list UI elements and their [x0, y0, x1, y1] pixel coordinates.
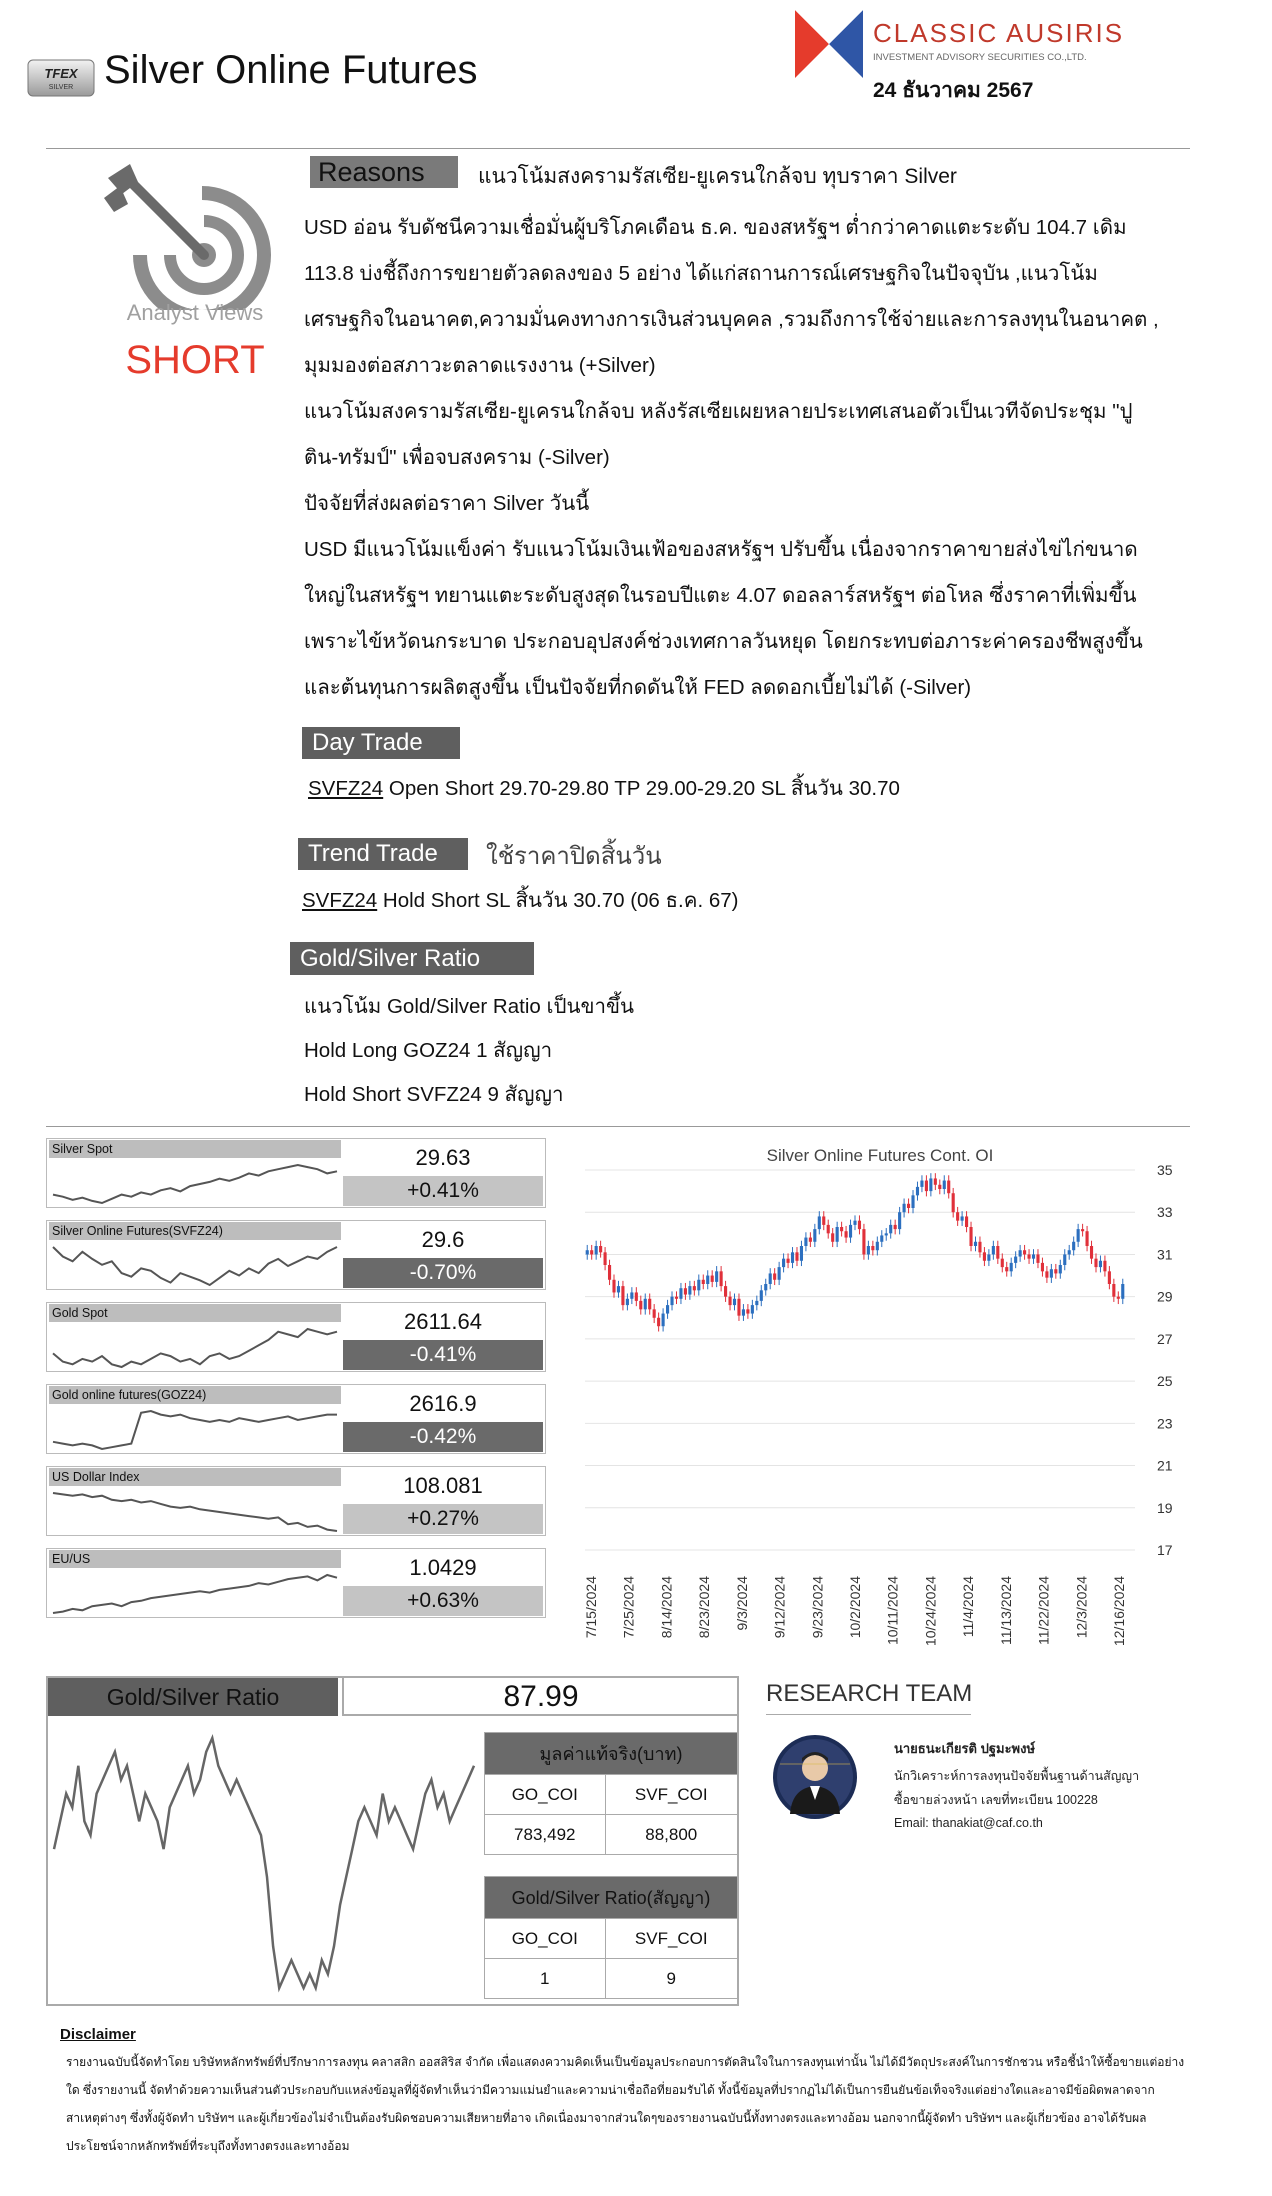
candle-body [1059, 1265, 1062, 1273]
candle-body [617, 1286, 620, 1292]
candle-body [711, 1276, 714, 1282]
candle-body [1108, 1271, 1111, 1284]
x-tick-label: 11/4/2024 [960, 1576, 977, 1638]
disclaimer-text: รายงานฉบับนี้จัดทำโดย บริษัทหลักทรัพย์ที่ปรึกษาการลงทุน คลาสสิก ออสสิริส จำกัด เพื่อแสดงความคิดเห็นเป็นข้อมูลประกอบการตัดสินใจในการลงทุนเท่านั้น ไม่ได้มีวัตถุประสงค์ในการชักชวน หรือชี้นำให้ซื้อขายแต่อย่างใด ซึ่งรายงานนี้ จัดทำด้วยความเห็นส่วนตัวประกอบกับแหล่งข้อมูลที่ผู้จัดทำเห็นว่ามีความแม่นยำและความน่าเชื่อถือที่ยอมรับได้ ทั้งนี้ข้อมูลที่ปรากฏไม่ได้เป็นการยืนยันข้อเท็จจริงแต่อย่างใดและอาจมีข้อผิดพลาดจากสาเหตุต่างๆ ซึ่งทั้งผู้จัดทำ บริษัทฯ และผู้เกี่ยวข้องไม่จำเป็นต้องรับผิดชอบความเสียหายที่อาจ เกิดเนื่องมาจากส่วนใดๆของรายงานฉบับนี้ทั้งทางตรงและทางอ้อม นอกจากนี้ผู้จัดทำ บริษัทฯ และผู้เกี่ยวข้อง อาจได้รับผลประโยชน์จากหลักทรัพย์ที่ระบุถึงทั้งทางตรงและทางอ้อม [66, 2055, 1185, 2153]
x-tick-label: 11/13/2024 [997, 1576, 1014, 1646]
candle-body [1050, 1269, 1053, 1277]
candle-body [648, 1299, 651, 1310]
market-panel-value: 29.63 [415, 1145, 471, 1170]
market-panel-label: Gold Spot [49, 1304, 341, 1322]
disclaimer-title: Disclaimer [60, 2026, 136, 2043]
ratio-table-cell: 1 [485, 1959, 606, 1999]
target-arrow-icon [100, 160, 280, 310]
candle-body [795, 1252, 798, 1260]
candle-body [836, 1227, 839, 1242]
reasons-headline: แนวโน้มสงครามรัสเซีย-ยูเครนใกล้จบ ทุบราคา Silver [478, 165, 957, 188]
y-tick-label: 29 [1157, 1288, 1173, 1305]
candle-body [800, 1246, 803, 1261]
candle-body [978, 1242, 981, 1253]
candle-body [724, 1286, 727, 1297]
candle-body [938, 1185, 941, 1189]
candle-body [737, 1299, 740, 1316]
candle-body [961, 1216, 964, 1220]
candle-body [871, 1246, 874, 1250]
market-sparkline [49, 1241, 341, 1289]
gsr-trend-line: แนวโน้ม Gold/Silver Ratio เป็นขาขึ้น [304, 995, 635, 1018]
reason-line: เพราะไข้หวัดนกระบาด ประกอบอุปสงค์ช่วงเทศกาลวันหยุด โดยกระทบต่อภาระค่าครองชีพสูงขึ้น [304, 630, 1143, 653]
candle-body [1032, 1254, 1035, 1258]
market-panel-value: 108.081 [403, 1473, 483, 1498]
candle-body [639, 1301, 642, 1309]
brand-subtitle: INVESTMENT ADVISORY SECURITIES CO.,LTD. [873, 52, 1087, 63]
candle-body [786, 1259, 789, 1263]
candle-body [987, 1254, 990, 1260]
candle-body [996, 1246, 999, 1259]
candle-body [898, 1212, 901, 1229]
candle-body [626, 1299, 629, 1305]
reason-line: แนวโน้มสงครามรัสเซีย-ยูเครนใกล้จบ หลังรัสเซียเผยหลายประเทศเสนอตัวเป็นเวทีจัดประชุม "ปู [304, 400, 1133, 423]
market-panel-change: +0.27% [343, 1504, 543, 1534]
fair-value-title: มูลค่าแท้จริง(บาท) [485, 1733, 738, 1775]
candle-body [1027, 1254, 1030, 1258]
market-panel-label: Silver Spot [49, 1140, 341, 1158]
candle-body [1019, 1250, 1022, 1256]
trend-trade-note: ใช้ราคาปิดสิ้นวัน [486, 843, 662, 870]
gsr-line-chart [48, 1718, 480, 2004]
reason-line: USD มีแนวโน้มแข็งค่า รับแนวโน้มเงินเฟ้อของสหรัฐฯ ปรับขึ้น เนื่องจากราคาขายส่งไข่ไก่ขนาด [304, 538, 1138, 561]
candle-body [746, 1309, 749, 1313]
candle-body [1010, 1263, 1013, 1271]
trend-trade-symbol: SVFZ24 [302, 889, 378, 912]
candle-body [1099, 1261, 1102, 1267]
market-panel-value: 2616.9 [409, 1391, 477, 1416]
candle-body [1112, 1284, 1115, 1297]
fair-value-header: GO_COI [485, 1775, 606, 1815]
x-tick-label: 12/3/2024 [1073, 1576, 1090, 1639]
candle-body [822, 1216, 825, 1224]
candle-body [684, 1288, 687, 1294]
x-tick-label: 7/15/2024 [583, 1576, 599, 1639]
candle-body [1036, 1254, 1039, 1262]
candle-body [653, 1309, 656, 1317]
x-tick-label: 9/12/2024 [771, 1576, 788, 1639]
candle-body [916, 1187, 919, 1195]
section-divider [46, 1126, 1190, 1127]
x-tick-label: 10/24/2024 [922, 1576, 939, 1647]
trend-trade-tag: Trend Trade [298, 838, 468, 870]
market-panel-label: Gold online futures(GOZ24) [49, 1386, 341, 1404]
analyst-role: นักวิเคราะห์การลงทุนปัจจัยพื้นฐานด้านสัญญา [894, 1769, 1140, 1783]
trend-trade-recommendation [302, 884, 738, 917]
candle-body [782, 1259, 785, 1267]
trend-trade-detail: Hold Short SL สิ้นวัน 30.70 (06 ธ.ค. 67) [377, 889, 739, 912]
candle-body [1090, 1246, 1093, 1259]
ratio-contract-table [484, 1876, 738, 1999]
candle-body [608, 1265, 611, 1280]
sparkline-path [53, 1329, 337, 1367]
candle-body [845, 1231, 848, 1237]
gsr-hold-long-line: Hold Long GOZ24 1 สัญญา [304, 1039, 553, 1062]
candle-body [840, 1227, 843, 1231]
candle-body [1041, 1263, 1044, 1271]
candle-body [733, 1299, 736, 1305]
candle-body [586, 1250, 589, 1254]
candle-body [1054, 1269, 1057, 1273]
y-tick-label: 19 [1157, 1499, 1173, 1516]
header-divider [46, 148, 1190, 149]
fair-value-cell: 88,800 [605, 1815, 737, 1855]
candle-body [934, 1178, 937, 1184]
candle-body [983, 1252, 986, 1260]
tfex-logo [26, 56, 98, 100]
market-panel-label: Silver Online Futures(SVFZ24) [49, 1222, 341, 1240]
reason-line: USD อ่อน รับดัชนีความเชื่อมั่นผู้บริโภคเดือน ธ.ค. ของสหรัฐฯ ต่ำกว่าคาดแตะระดับ 104.7 เดิม [304, 216, 1127, 239]
ratio-table-header: SVF_COI [605, 1919, 737, 1959]
candle-body [907, 1204, 910, 1208]
candle-body [809, 1238, 812, 1242]
candle-body [666, 1305, 669, 1313]
ratio-table-cell: 9 [605, 1959, 737, 1999]
candle-body [974, 1242, 977, 1246]
market-panel-change: -0.42% [343, 1422, 543, 1452]
candle-body [778, 1267, 781, 1280]
reason-line: 113.8 บ่งชี้ถึงการขยายตัวลดลงของ 5 อย่าง ได้แก่สถานการณ์เศรษฐกิจในปัจจุบัน ,แนวโน้ม [304, 262, 1098, 285]
x-tick-label: 7/25/2024 [620, 1576, 637, 1639]
candle-body [911, 1195, 914, 1208]
x-tick-label: 10/2/2024 [847, 1576, 863, 1639]
classic-ausiris-logo [793, 8, 865, 80]
candle-body [1077, 1229, 1080, 1242]
market-panel-change: -0.70% [343, 1258, 543, 1288]
day-trade-detail: Open Short 29.70-29.80 TP 29.00-29.20 SL สิ้นวัน 30.70 [383, 777, 900, 800]
candle-body [818, 1216, 821, 1229]
y-tick-label: 21 [1157, 1457, 1173, 1474]
candle-body [947, 1181, 950, 1194]
reason-line: ปัจจัยที่ส่งผลต่อราคา Silver วันนี้ [304, 492, 590, 515]
candle-body [853, 1221, 856, 1225]
candle-body [1023, 1250, 1026, 1254]
brand-name: CLASSIC AUSIRIS [873, 18, 1125, 48]
market-panel-value: 2611.64 [404, 1309, 482, 1334]
market-panel [46, 1138, 546, 1208]
candle-body [742, 1309, 745, 1315]
candle-body [764, 1284, 767, 1290]
sparkline-path [53, 1411, 337, 1449]
x-tick-label: 8/23/2024 [696, 1576, 713, 1639]
candle-body [867, 1246, 870, 1254]
candle-body [697, 1280, 700, 1291]
sparkline-path [53, 1165, 337, 1203]
candle-body [769, 1273, 772, 1284]
x-tick-label: 12/16/2024 [1111, 1576, 1127, 1647]
candle-body [657, 1318, 660, 1326]
candle-body [849, 1225, 852, 1238]
market-panel [46, 1466, 546, 1536]
market-sparkline [49, 1323, 341, 1371]
candle-body [599, 1246, 602, 1252]
y-tick-label: 31 [1157, 1246, 1173, 1263]
y-tick-label: 35 [1157, 1162, 1173, 1178]
candle-body [876, 1242, 879, 1250]
market-sparkline [49, 1487, 341, 1535]
candle-body [1072, 1242, 1075, 1250]
x-tick-label: 10/11/2024 [884, 1576, 901, 1646]
candle-body [1068, 1250, 1071, 1254]
candle-body [612, 1280, 615, 1293]
candle-body [858, 1221, 861, 1229]
gold-silver-ratio-tag: Gold/Silver Ratio [290, 942, 534, 975]
market-panel [46, 1384, 546, 1454]
candle-body [706, 1276, 709, 1284]
x-tick-label: 9/23/2024 [809, 1576, 826, 1639]
reason-line: และต้นทุนการผลิตสูงขึ้น เป็นปัจจัยที่กดดันให้ FED ลดดอกเบี้ยไม่ได้ (-Silver) [304, 676, 972, 699]
candle-body [751, 1305, 754, 1313]
y-tick-label: 17 [1157, 1542, 1173, 1558]
gsr-hold-short-line: Hold Short SVFZ24 9 สัญญา [304, 1083, 564, 1106]
y-tick-label: 23 [1157, 1415, 1173, 1432]
y-tick-label: 33 [1157, 1204, 1173, 1221]
market-panel [46, 1548, 546, 1618]
market-panel [46, 1302, 546, 1372]
market-sparkline [49, 1405, 341, 1453]
market-panel-value: 1.0429 [409, 1555, 477, 1580]
y-tick-label: 27 [1157, 1330, 1173, 1347]
research-divider [766, 1714, 971, 1715]
reason-line: มุมมองต่อสภาวะตลาดแรงงาน (+Silver) [304, 354, 656, 377]
market-panel-label: EU/US [49, 1550, 341, 1568]
candle-body [728, 1297, 731, 1305]
x-tick-label: 8/14/2024 [658, 1576, 675, 1639]
market-panel-label: US Dollar Index [49, 1468, 341, 1486]
candle-body [813, 1229, 816, 1242]
ratio-table-title: Gold/Silver Ratio(สัญญา) [485, 1877, 738, 1919]
report-date: 24 ธันวาคม 2567 [873, 79, 1034, 102]
candle-body [604, 1252, 607, 1265]
analyst-email: Email: thanakiat@caf.co.th [894, 1816, 1043, 1830]
candle-body [804, 1238, 807, 1246]
candle-body [903, 1204, 906, 1212]
market-panel [46, 1220, 546, 1290]
gsr-series-line [54, 1738, 474, 1988]
candle-body [621, 1286, 624, 1305]
candle-body [1063, 1254, 1066, 1265]
candle-body [885, 1233, 888, 1235]
candle-body [925, 1181, 928, 1192]
candle-body [755, 1301, 758, 1305]
ratio-table-header: GO_COI [485, 1919, 606, 1959]
svg-text:SILVER: SILVER [48, 84, 74, 91]
candle-body [889, 1225, 892, 1233]
market-panel-change: -0.41% [343, 1340, 543, 1370]
candle-body [992, 1246, 995, 1254]
day-trade-tag: Day Trade [302, 727, 460, 759]
reason-line: ใหญ่ในสหรัฐฯ ทยานแตะระดับสูงสุดในรอบปีแตะ 4.07 ดอลลาร์สหรัฐฯ ต่อโหล ซึ่งราคาที่เพิ่มขึ้น [304, 584, 1137, 607]
candle-body [662, 1314, 665, 1327]
candle-body [880, 1235, 883, 1241]
candle-body [1094, 1259, 1097, 1267]
candle-body [1001, 1259, 1004, 1267]
candle-body [952, 1193, 955, 1212]
candle-body [688, 1286, 691, 1294]
candle-body [1081, 1229, 1084, 1231]
candle-body [1121, 1284, 1124, 1299]
document-title: Silver Online Futures [104, 48, 478, 92]
market-panel-change: +0.41% [343, 1176, 543, 1206]
candle-body [675, 1297, 678, 1299]
gsr-panel-title: Gold/Silver Ratio [48, 1678, 338, 1716]
candle-chart-title: Silver Online Futures Cont. OI [766, 1146, 994, 1165]
candle-body [644, 1299, 647, 1310]
candle-body [679, 1288, 682, 1299]
reason-line: ติน-ทรัมป์" เพื่อจบสงคราม (-Silver) [304, 446, 610, 469]
fair-value-cell: 783,492 [485, 1815, 606, 1855]
market-panel-value: 29.6 [421, 1227, 465, 1252]
view-signal: SHORT [125, 338, 265, 382]
candle-body [1086, 1231, 1089, 1246]
research-team-title: RESEARCH TEAM [766, 1680, 973, 1707]
candle-body [630, 1292, 633, 1298]
candle-body [894, 1225, 897, 1229]
candle-body [956, 1212, 959, 1220]
candle-body [920, 1181, 923, 1187]
analyst-name: นายธนะเกียรติ ปฐมะพงษ์ [894, 1741, 1036, 1756]
candle-body [760, 1290, 763, 1301]
candle-body [862, 1229, 865, 1254]
candle-body [929, 1178, 932, 1191]
candle-body [773, 1273, 776, 1279]
market-panel-change: +0.63% [343, 1586, 543, 1616]
candle-body [670, 1297, 673, 1305]
candle-body [969, 1227, 972, 1246]
gsr-value: 87.99 [342, 1678, 738, 1716]
candle-body [590, 1250, 593, 1254]
fair-value-header: SVF_COI [605, 1775, 737, 1815]
candle-body [965, 1216, 968, 1227]
analyst-avatar [772, 1734, 858, 1820]
svg-text:TFEX: TFEX [44, 66, 78, 81]
sparkline-path [53, 1247, 337, 1285]
reasons-body [304, 205, 1234, 711]
candle-body [827, 1225, 830, 1233]
candle-body [1117, 1297, 1120, 1299]
candle-body [1005, 1267, 1008, 1271]
fair-value-table [484, 1732, 738, 1855]
candle-body [635, 1292, 638, 1300]
candle-body [702, 1280, 705, 1284]
candle-body [1103, 1261, 1106, 1272]
candle-body [1045, 1271, 1048, 1277]
day-trade-recommendation [308, 772, 900, 805]
reason-line: เศรษฐกิจในอนาคต,ความมั่นคงทางการเงินส่วนบุคคล ,รวมถึงการใช้จ่ายและการลงทุนในอนาคต , [304, 308, 1159, 331]
market-sparkline [49, 1569, 341, 1617]
candle-body [943, 1181, 946, 1189]
day-trade-symbol: SVFZ24 [308, 777, 384, 800]
analyst-license: ซื้อขายล่วงหน้า เลขที่ทะเบียน 100228 [894, 1793, 1098, 1807]
candle-body [693, 1286, 696, 1290]
candle-body [831, 1233, 834, 1241]
silver-futures-candlestick-chart [565, 1130, 1195, 1665]
market-sparkline [49, 1159, 341, 1207]
y-tick-label: 25 [1157, 1373, 1173, 1390]
candle-body [720, 1271, 723, 1286]
x-tick-label: 9/3/2024 [733, 1576, 750, 1631]
sparkline-path [53, 1493, 337, 1531]
candle-body [715, 1271, 718, 1282]
sparkline-path [53, 1575, 337, 1613]
analyst-views-label: Analyst Views [126, 300, 264, 325]
candle-body [1014, 1257, 1017, 1263]
candle-body [595, 1246, 598, 1254]
candle-body [791, 1252, 794, 1263]
reasons-tag: Reasons [310, 156, 458, 188]
x-tick-label: 11/22/2024 [1035, 1576, 1052, 1646]
